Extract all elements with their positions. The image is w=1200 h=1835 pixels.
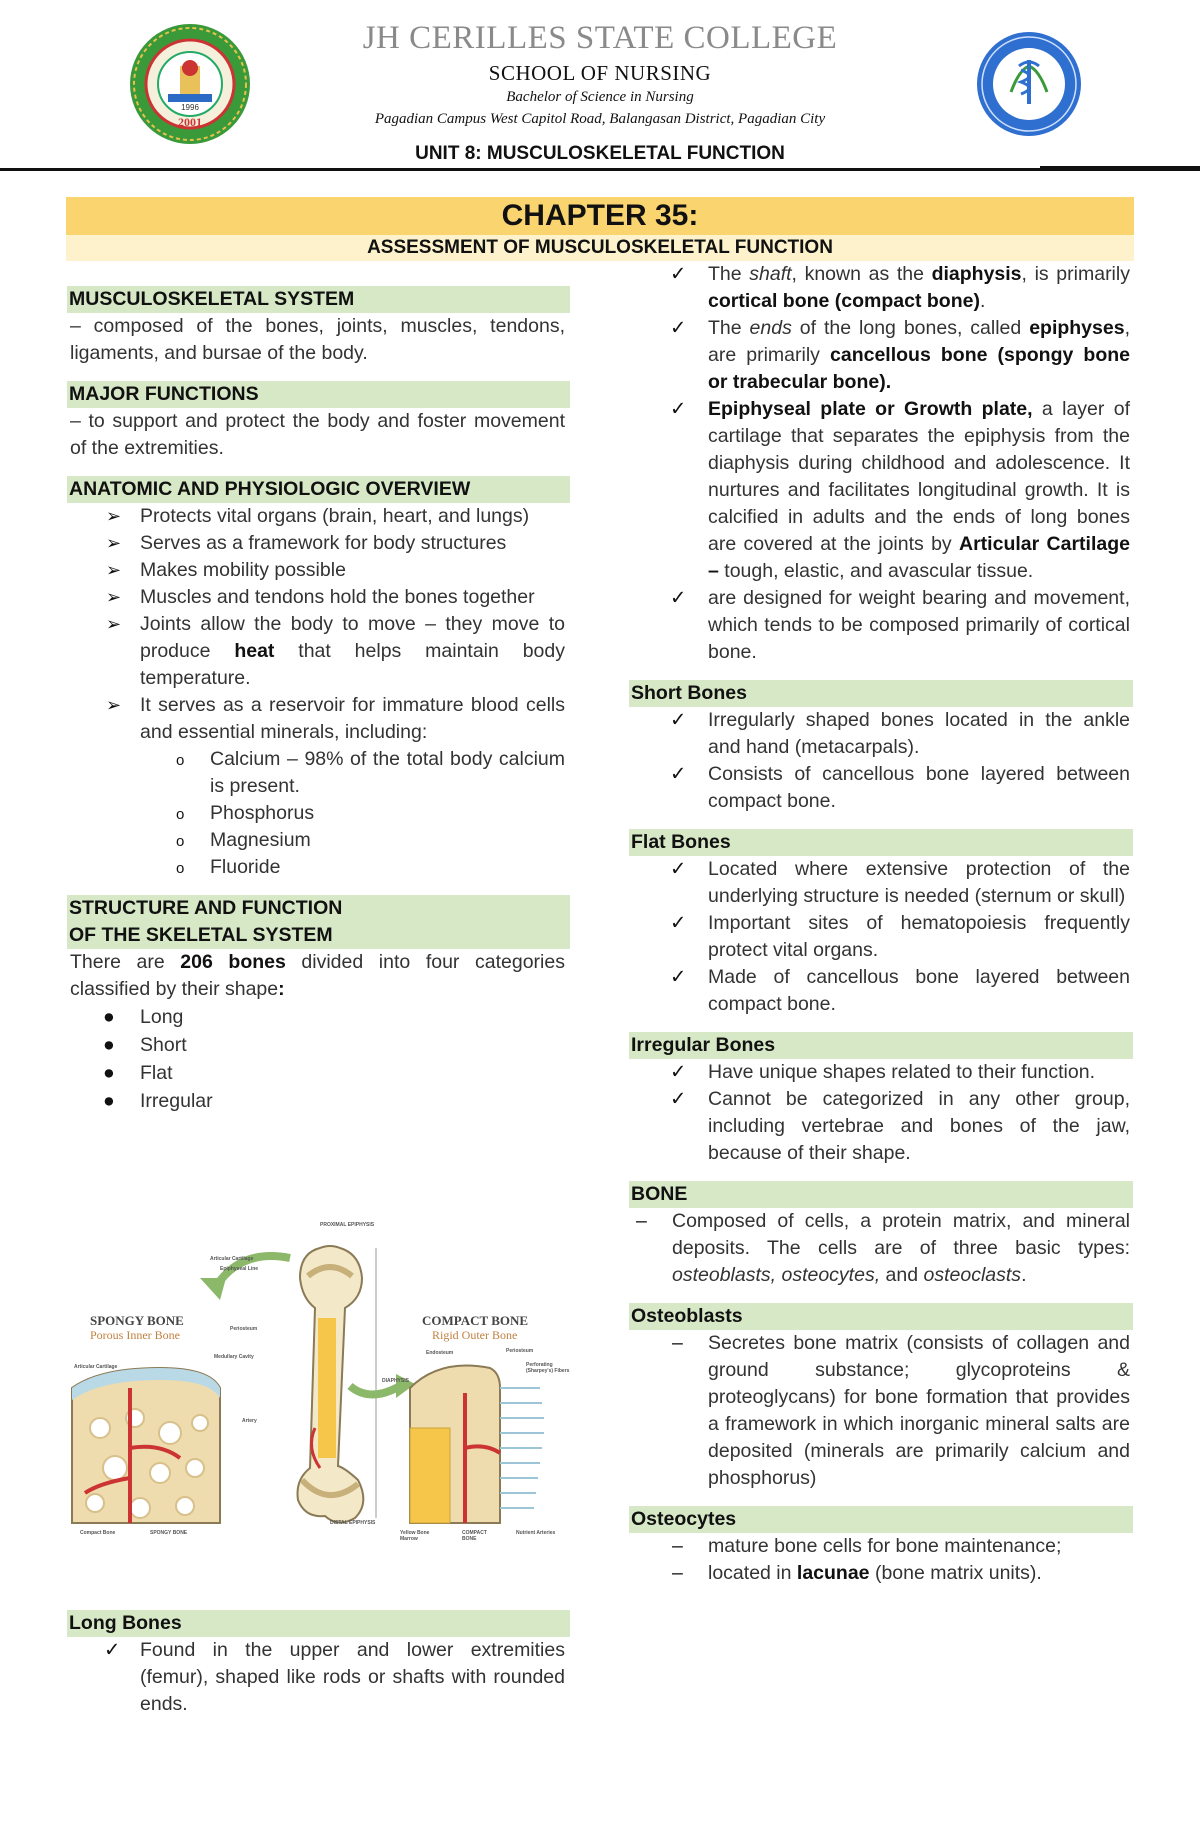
tag-articular-cartilage: Articular Cartilage [210, 1256, 254, 1262]
tag-articular-cartilage-2: Articular Cartilage [74, 1364, 118, 1370]
list-item: ➢ It serves as a reservoir for immature blood cells and essential minerals, including: [106, 694, 565, 743]
dash-bullet-icon: – [672, 1562, 683, 1584]
bullet-dot-icon: ● [103, 1090, 115, 1112]
bone-diagram-image [70, 1218, 580, 1578]
header-divider-accent [1040, 166, 1200, 168]
bullet-dot-icon: ● [103, 1062, 115, 1084]
list-item: ✓ Consists of cancellous bone layered between compact bone. [670, 763, 1130, 812]
section-heading-osteocytes: Osteocytes [629, 1506, 1133, 1533]
tag-distal-epiphysis: DISTAL EPIPHYSIS [330, 1520, 376, 1526]
list-item: ✓ Epiphyseal plate or Growth plate, a layer of cartilage that separates the epiphysis from the diaphysis during childhood and adolescence. It nurtures and facilitates longitudinal growth. It is calcified in adults and the ends of long bones are covered at the joints by Articular Cartilage – tough, elastic, and avascular tissue. [670, 398, 1130, 582]
tag-epiphyseal-line: Epiphyseal Line [220, 1266, 259, 1272]
arrow-bullet-icon: ➢ [106, 587, 122, 607]
flat-bones-list [632, 856, 1130, 1018]
overview-list [70, 503, 565, 746]
arrow-bullet-icon: ➢ [106, 533, 122, 553]
unit-title: UNIT 8: MUSCULOSKELETAL FUNCTION [415, 143, 785, 164]
list-item: ➢ Serves as a framework for body structures [70, 530, 565, 557]
arrow-bullet-icon: ➢ [106, 614, 122, 634]
bullet-dot-icon: ● [103, 1034, 115, 1056]
checkmark-icon: ✓ [670, 317, 687, 339]
osteocytes-list [632, 1533, 1130, 1587]
list-item: ➢ Makes mobility possible [70, 557, 565, 584]
irregular-bones-list [632, 1059, 1130, 1167]
long-bones-detail-list [632, 261, 1130, 666]
tag-artery: Artery [242, 1418, 257, 1424]
tag-compact-bone: Compact Bone [80, 1530, 116, 1536]
circle-bullet-icon: o [176, 806, 185, 823]
list-item: ● Short [70, 1031, 565, 1059]
tag-endosteum: Endosteum [426, 1350, 454, 1356]
spongy-bone-label: SPONGY BONE [90, 1313, 184, 1328]
checkmark-icon: ✓ [670, 263, 687, 285]
short-bones-list [632, 707, 1130, 815]
checkmark-icon: ✓ [670, 858, 687, 880]
checkmark-icon: ✓ [670, 1088, 687, 1110]
checkmark-icon: ✓ [670, 966, 687, 988]
section-heading-short-bones: Short Bones [629, 680, 1133, 707]
college-name: JH CERILLES STATE COLLEGE [362, 20, 838, 56]
section-heading-osteoblasts: Osteoblasts [629, 1303, 1133, 1330]
list-item: ✓ Located where extensive protection of the underlying structure is needed (sternum or skull) [670, 858, 1130, 907]
dash-bullet-icon: – [672, 1535, 683, 1557]
list-item: o Calcium – 98% of the total body calcium is present. [176, 748, 565, 797]
circle-bullet-icon: o [176, 752, 185, 769]
circle-bullet-icon: o [176, 860, 185, 877]
list-item: ● Irregular [70, 1087, 565, 1115]
dash-bullet-icon: – [672, 1332, 683, 1354]
long-bones-section [70, 1610, 565, 1718]
arrow-bullet-icon: ➢ [106, 506, 122, 526]
header-divider [0, 168, 1200, 171]
tag-perforating-fibers: Perforating (Sharpey's) Fibers [526, 1362, 570, 1374]
list-item: ✓ are designed for weight bearing and movement, which tends to be composed primarily of cortical bone. [670, 587, 1130, 663]
list-item: ✓ The shaft, known as the diaphysis, is primarily cortical bone (compact bone). [670, 263, 1130, 312]
degree-program: Bachelor of Science in Nursing [506, 89, 694, 105]
checkmark-icon: ✓ [670, 912, 687, 934]
tag-compact-bone-2: COMPACT BONE [462, 1530, 487, 1542]
page-header [0, 0, 1200, 175]
left-column [70, 286, 565, 1115]
circle-bullet-icon: o [176, 833, 185, 850]
list-item: – Composed of cells, a protein matrix, and mineral deposits. The cells are of three basic types: osteoblasts, osteocytes, and osteoclasts. [636, 1210, 1130, 1286]
arrow-bullet-icon: ➢ [106, 560, 122, 580]
section-heading-long-bones: Long Bones [67, 1610, 570, 1637]
list-item: ✓ Cannot be categorized in any other group, including vertebrae and bones of the jaw, because of their shape. [670, 1088, 1130, 1164]
list-item: – Secretes bone matrix (consists of collagen and ground substance; glycoproteins & proteoglycans) for bone formation that provides a framework in which inorganic mineral salts are deposited (minerals are primarily calcium and phosphorus) [672, 1332, 1130, 1489]
section-heading-major-functions: MAJOR FUNCTIONS [67, 381, 570, 408]
musculoskeletal-definition: – composed of the bones, joints, muscles, tendons, ligaments, and bursae of the body. [70, 315, 565, 364]
list-item: ➢ Protects vital organs (brain, heart, and lungs) [70, 503, 565, 530]
list-item: o Fluoride [70, 854, 565, 881]
list-item: ✓ Made of cancellous bone layered between compact bone. [670, 966, 1130, 1015]
arrow-bullet-icon: ➢ [106, 695, 122, 715]
list-item: ● Flat [70, 1059, 565, 1087]
list-item: ➢ Muscles and tendons hold the bones together [70, 584, 565, 611]
section-heading-flat-bones: Flat Bones [629, 829, 1133, 856]
spongy-bone-sublabel: Porous Inner Bone [90, 1328, 180, 1342]
tag-periosteum: Periosteum [230, 1326, 258, 1332]
list-item: o Phosphorus [70, 800, 565, 827]
section-heading-structure-function: STRUCTURE AND FUNCTION OF THE SKELETAL SYSTEM [67, 895, 570, 949]
checkmark-icon: ✓ [670, 1061, 687, 1083]
long-bones-list [70, 1637, 565, 1718]
nursing-school-logo [975, 30, 1083, 138]
svg-text:1996: 1996 [181, 103, 199, 112]
school-name: SCHOOL OF NURSING [488, 61, 712, 85]
list-item: ✓ Have unique shapes related to their function. [632, 1059, 1130, 1086]
tag-diaphysis: DIAPHYSIS [382, 1378, 409, 1384]
list-item: o Magnesium [70, 827, 565, 854]
checkmark-icon: ✓ [670, 398, 687, 420]
tag-nutrient-arteries: Nutrient Arteries [516, 1530, 556, 1536]
bone-list [632, 1208, 1130, 1289]
section-heading-musculoskeletal-system: MUSCULOSKELETAL SYSTEM [67, 286, 570, 313]
major-functions-text: – to support and protect the body and foster movement of the extremities. [70, 410, 565, 459]
minerals-list [70, 746, 565, 881]
list-item: ● Long [70, 1003, 565, 1031]
tag-medullary-cavity: Medullary Cavity [214, 1354, 254, 1360]
list-item: ✓ Irregularly shaped bones located in the ankle and hand (metacarpals). [670, 709, 1130, 758]
tag-yellow-marrow: Yellow Bone Marrow [400, 1530, 430, 1542]
list-item: – located in lacunae (bone matrix units). [632, 1560, 1130, 1587]
tag-periosteum-2: Periosteum [506, 1348, 534, 1354]
right-column [632, 261, 1130, 1587]
bullet-dot-icon: ● [103, 1006, 115, 1028]
chapter-subtitle: ASSESSMENT OF MUSCULOSKELETAL FUNCTION [367, 237, 833, 258]
campus-address: Pagadian Campus West Capitol Road, Balangasan District, Pagadian City [374, 111, 826, 127]
bone-shapes-list [70, 1003, 565, 1115]
list-item: ✓ Important sites of hematopoiesis frequently protect vital organs. [670, 912, 1130, 961]
compact-bone-label: COMPACT BONE [422, 1313, 529, 1328]
compact-bone-sublabel: Rigid Outer Bone [432, 1328, 518, 1342]
bone-anatomy-illustration [70, 1218, 580, 1578]
section-heading-anatomic-overview: ANATOMIC AND PHYSIOLOGIC OVERVIEW [67, 476, 570, 503]
tag-spongy-bone: SPONGY BONE [150, 1530, 188, 1536]
osteoblasts-list [632, 1330, 1130, 1492]
checkmark-icon: ✓ [670, 763, 687, 785]
tag-proximal-epiphysis: PROXIMAL EPIPHYSIS [320, 1222, 375, 1228]
structure-function-text: There are 206 bones divided into four categories classified by their shape: [70, 951, 565, 1000]
dash-bullet-icon: – [636, 1210, 647, 1232]
list-item: ➢ Joints allow the body to move – they move to produce heat that helps maintain body temperature. [106, 613, 565, 689]
section-heading-irregular-bones: Irregular Bones [629, 1032, 1133, 1059]
chapter-title: CHAPTER 35: [501, 199, 699, 232]
section-heading-bone: BONE [629, 1181, 1133, 1208]
checkmark-icon: ✓ [104, 1639, 121, 1661]
checkmark-icon: ✓ [670, 709, 687, 731]
list-item: ✓ The ends of the long bones, called epiphyses, are primarily cancellous bone (spongy bone or trabecular bone). [670, 317, 1130, 393]
checkmark-icon: ✓ [670, 587, 687, 609]
svg-text:2001: 2001 [178, 115, 202, 129]
list-item: – mature bone cells for bone maintenance; [632, 1533, 1130, 1560]
list-item: ✓ Found in the upper and lower extremities (femur), shaped like rods or shafts with rounded ends. [104, 1639, 565, 1715]
